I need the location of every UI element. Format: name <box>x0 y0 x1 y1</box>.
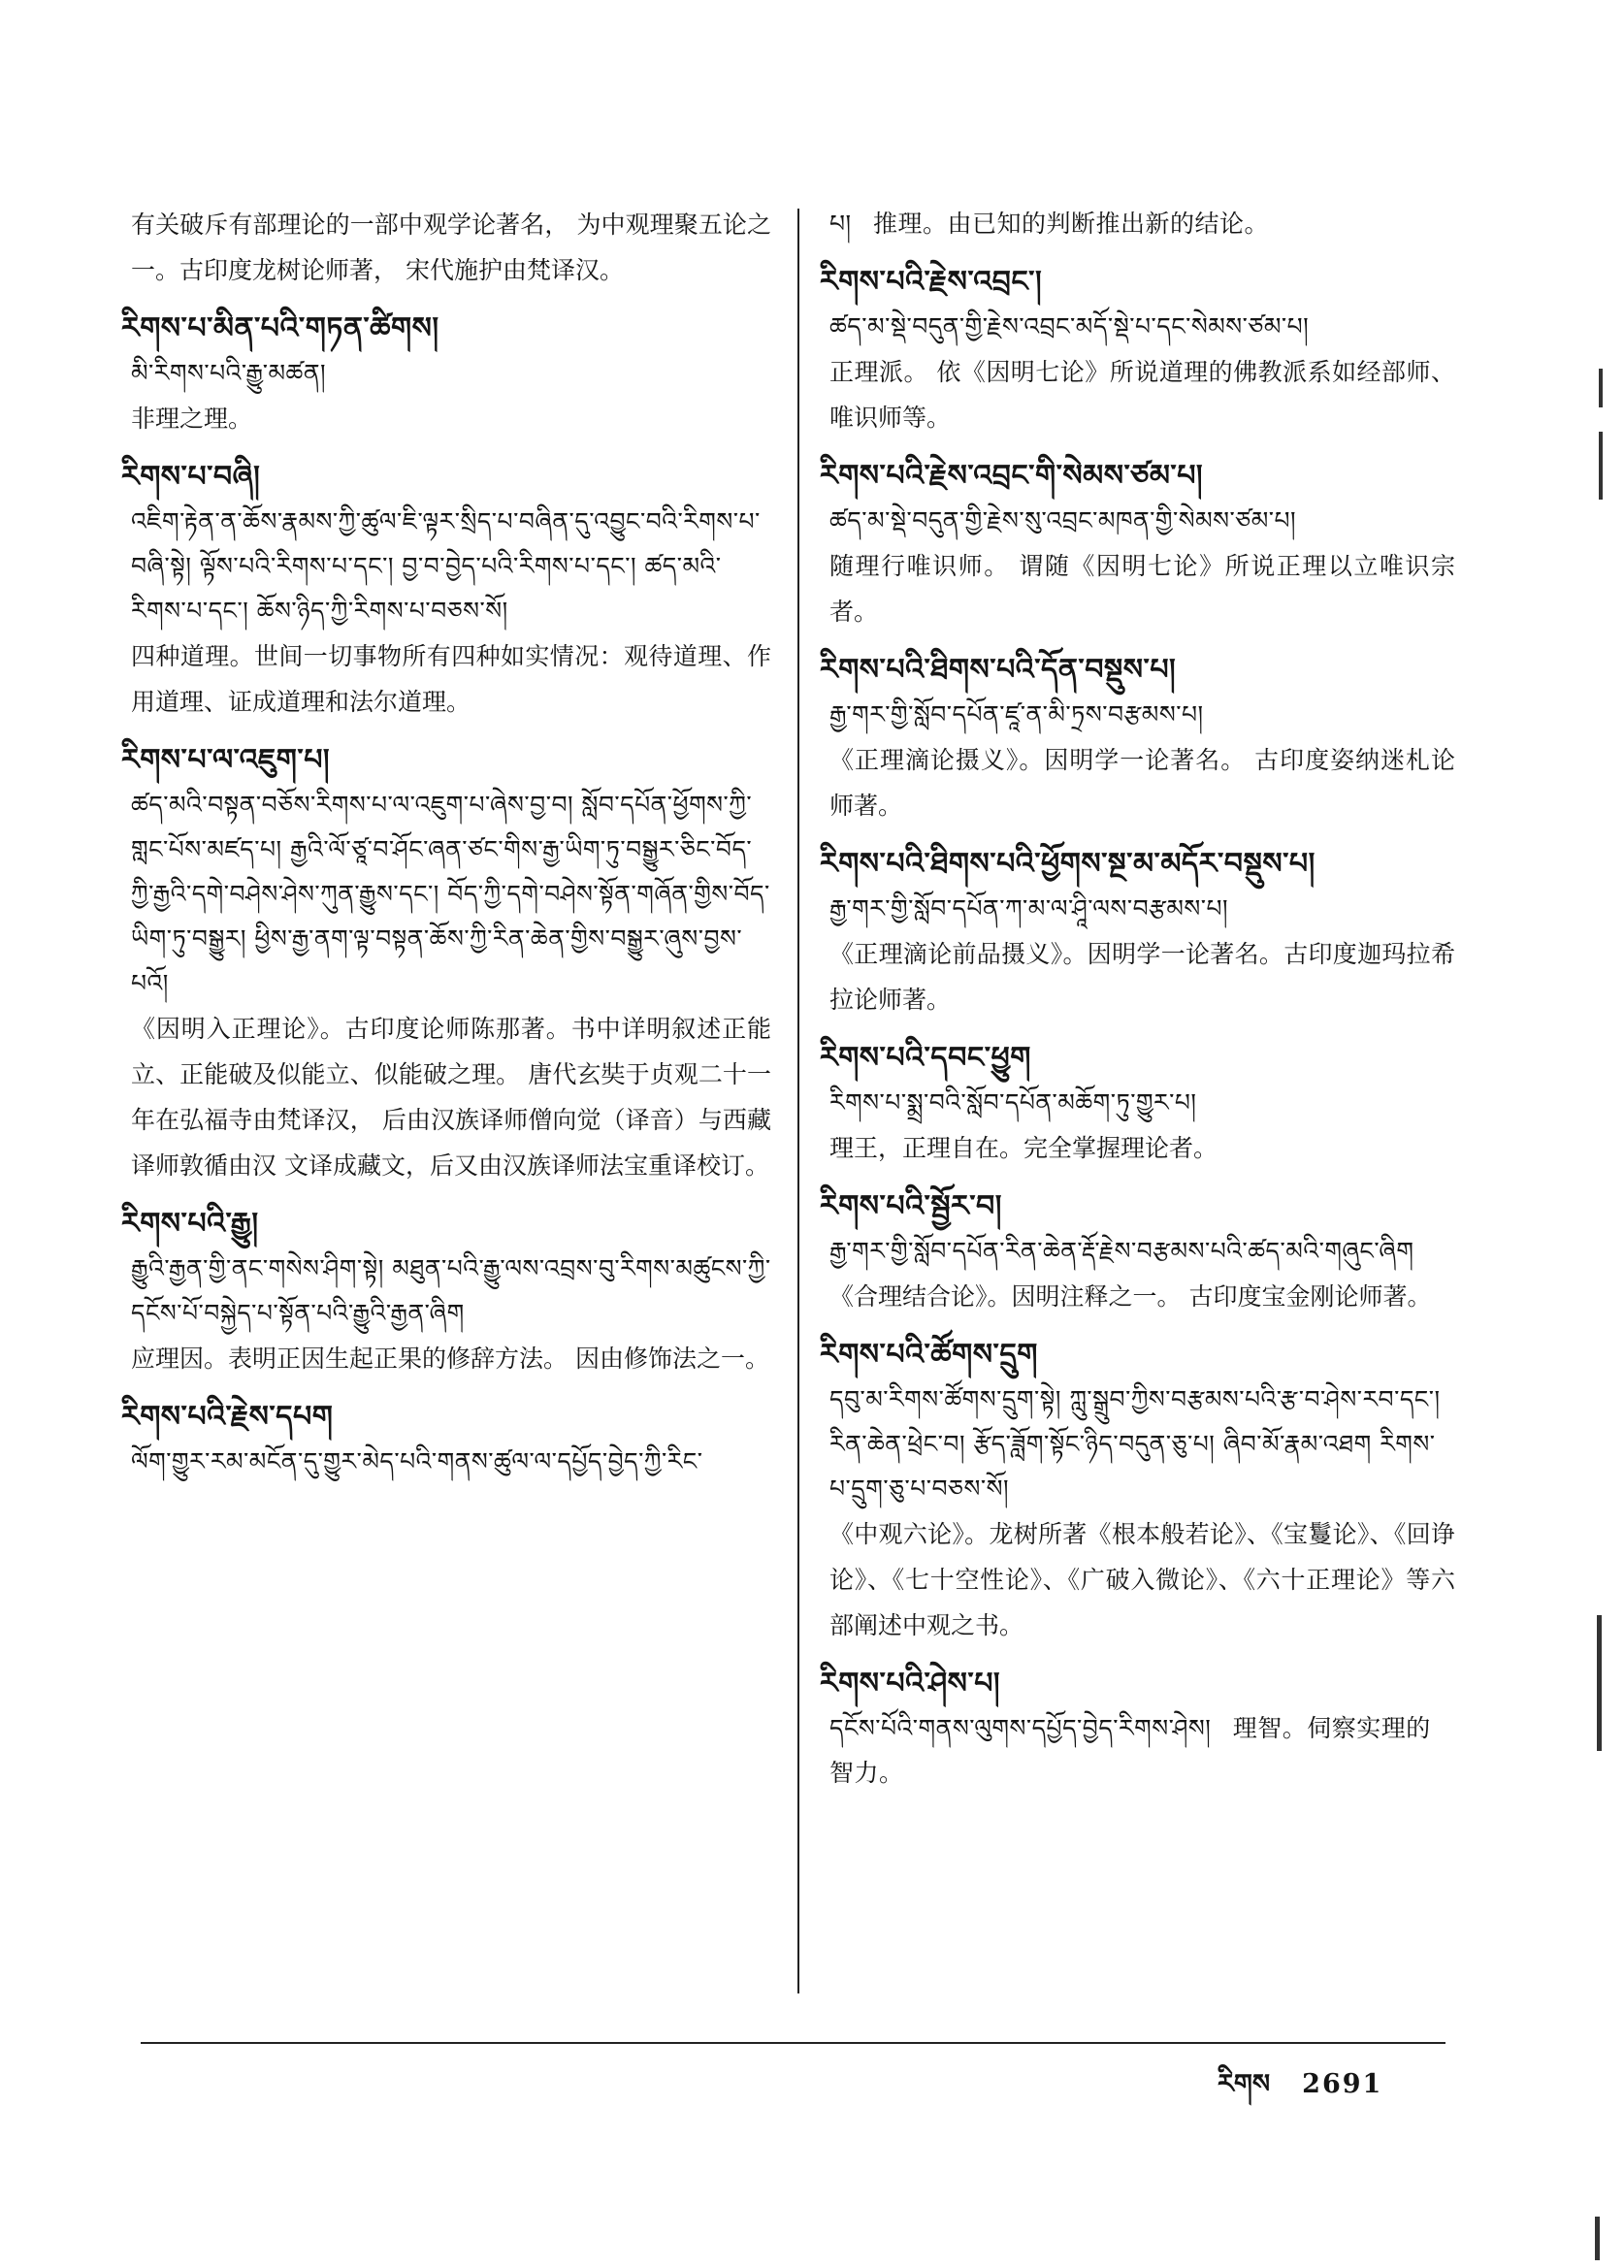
entry-definition-chinese: 推理。由已知的判断推出新的结论。 <box>873 210 1270 238</box>
entry-headword: རིགས་པ་ལ་འཇུག་པ། <box>121 743 331 777</box>
entry-definition-tibetan <box>829 202 1455 246</box>
entry-headword: རིགས་པ་མིན་པའི་གཏན་ཚིགས། <box>121 311 439 345</box>
entry-definition-chinese: 四种道理。世间一切事物所有四种如实情况：观待道理、作用道理、证成道理和法尔道理。 <box>131 642 771 716</box>
entry-headword: རིགས་པའི་རྒྱུ། <box>121 1207 259 1241</box>
entry-headword: རིགས་པའི་ཐིགས་པའི་དོན་བསྡུས་པ། <box>820 653 1177 687</box>
column-divider <box>797 209 799 1993</box>
dictionary-entry <box>820 842 1455 1022</box>
scan-edge-mark <box>1597 1615 1602 1751</box>
entry-definition-tibetan: རྒྱ་གར་གྱི་སློབ་དཔོན་ཀ་མ་ལ་ཤཱི་ལས་བརྩམས་པ། <box>829 894 1229 923</box>
entry-definition-chinese: 理智。伺察实理的智力。 <box>829 1714 1431 1787</box>
dictionary-entry <box>121 1395 771 1484</box>
entry-definition-chinese: 《正理滴论前品摄义》。因明学一论著名。古印度迦玛拉希拉论师著。 <box>829 940 1455 1014</box>
entry-definition-tibetan-text: དངོས་པོའི་གནས་ལུགས་དཔྱོད་བྱེད་རིགས་ཤེས། <box>829 1714 1212 1742</box>
entry-headword: རིགས་པ་བཞི། <box>121 460 261 494</box>
entry-definition-tibetan: ཚད་མ་སྡེ་བདུན་གྱི་རྗེས་འབྲང་མདོ་སྡེ་པ་དང་སེམས་ཙམ་པ། <box>829 312 1310 340</box>
continued-entry <box>829 202 1455 246</box>
left-column <box>121 202 771 1498</box>
entry-definition-tibetan: རྒྱ་གར་གྱི་སློབ་དཔོན་ཛཱ་ན་མི་ཏྲས་བརྩམས་པ། <box>829 700 1204 729</box>
dictionary-entry <box>820 1184 1455 1319</box>
dictionary-entry <box>820 1036 1455 1171</box>
entry-headword: རིགས་པའི་རྗེས་འབྲང་། <box>820 265 1043 299</box>
continued-tibetan: པ། <box>829 210 852 238</box>
entry-definition-chinese: 《中观六论》。龙树所著《根本般若论》、《宝鬘论》、《回诤论》、《七十空性论》、《广破入微论》、《六十正理论》等六部阐述中观之书。 <box>829 1520 1455 1639</box>
entry-definition-chinese: 《因明入正理论》。古印度论师陈那著。书中详明叙述正能立、正能破及似能立、似能破之理。 唐代玄奘于贞观二十一年在弘福寺由梵译汉， 后由汉族译师僧向觉（译音）与西藏译师敦循由汉 文译成藏文，后又由汉族译师法宝重译校订。 <box>131 1015 771 1180</box>
entry-definition-tibetan: དབུ་མ་རིགས་ཚོགས་དྲུག་སྟེ། ཀླུ་སྒྲུབ་ཀྱིས་བརྩམས་པའི་རྩ་བ་ཤེས་རབ་དང་། རིན་ཆེན་ཕྲེང་བ། རྩོད་ཟློག་སྟོང་ཉིད་བདུན་ཅུ་པ། ཞིབ་མོ་རྣམ་འཐག རིགས་པ་དྲུག་ཅུ་པ་བཅས་སོ། <box>829 1385 1441 1503</box>
dictionary-entry <box>820 648 1455 828</box>
entry-headword: རིགས་པའི་རྗེས་འབྲང་གི་སེམས་ཙམ་པ། <box>820 459 1204 493</box>
scan-edge-mark <box>1595 2217 1600 2260</box>
entry-headword: རིགས་པའི་དབང་ཕྱུག <box>820 1041 1031 1075</box>
entry-headword: རིགས་པའི་ཤེས་པ། <box>820 1667 1001 1701</box>
dictionary-entry <box>820 1333 1455 1648</box>
dictionary-entry <box>121 455 771 725</box>
page-number: 2691 <box>1302 2069 1383 2099</box>
entry-headword: རིགས་པའི་སྦྱོར་བ། <box>820 1189 1002 1223</box>
running-head-word: རིགས <box>1218 2069 1271 2099</box>
dictionary-entry <box>121 307 771 441</box>
entry-definition-chinese: 随理行唯识师。 谓随《因明七论》所说正理以立唯识宗者。 <box>829 552 1455 626</box>
entry-definition-tibetan: རྒྱུའི་རྒྱན་གྱི་ནང་གསེས་ཤིག་སྟེ། མཐུན་པའི་རྒྱུ་ལས་འབྲས་བུ་རིགས་མཚུངས་ཀྱི་དངོས་པོ་བསྐྱེད་པ་སྟོན་པའི་རྒྱུའི་རྒྱན་ཞིག <box>131 1254 771 1327</box>
dictionary-entry <box>121 738 771 1188</box>
dictionary-entry <box>820 1662 1455 1796</box>
entry-definition-chinese: 非理之理。 <box>131 405 253 433</box>
entry-definition-tibetan: རྒྱ་གར་གྱི་སློབ་དཔོན་རིན་ཆེན་རྡོ་རྗེས་བརྩམས་པའི་ཚད་མའི་གཞུང་ཞིག <box>829 1237 1414 1265</box>
dictionary-entry <box>820 260 1455 440</box>
continued-entry <box>131 202 771 293</box>
entry-definition-chinese: 理王，正理自在。完全掌握理论者。 <box>829 1134 1218 1162</box>
entry-headword: རིགས་པའི་རྗེས་དཔག <box>121 1400 334 1434</box>
entry-headword: རིགས་པའི་ཚོགས་དྲུག <box>820 1338 1038 1372</box>
entry-definition-tibetan: ཚད་མའི་བསྟན་བཅོས་རིགས་པ་ལ་འཇུག་པ་ཞེས་བྱ་བ། སློབ་དཔོན་ཕྱོགས་ཀྱི་གླང་པོས་མཛད་པ། རྒྱའི་ལོ་ཙཱ་བ་ཤོང་ཞན་ཙང་གིས་རྒྱ་ཡིག་ཏུ་བསྒྱུར་ཅིང་བོད་ཀྱི་རྒྱའི་དགེ་བཤེས་ཤེས་ཀུན་རྒྱུས་དང་། བོད་ཀྱི་དགེ་བཤེས་སྟོན་གཞོན་གྱིས་བོད་ཡིག་ཏུ་བསྒྱུར། ཕྱིས་རྒྱ་ནག་ལྟ་བསྟན་ཆོས་ཀྱི་རིན་ཆེན་གྱིས་བསྒྱུར་ཞུས་བྱས་པའོ། <box>131 791 770 997</box>
right-column <box>820 202 1455 1809</box>
entry-definition-tibetan: འཇིག་རྟེན་ན་ཆོས་རྣམས་ཀྱི་ཚུལ་ཇི་ལྟར་སྲིད་པ་བཞིན་དུ་འབྱུང་བའི་རིགས་པ་བཞི་སྟེ། ལྟོས་པའི་རིགས་པ་དང་། བྱ་བ་བྱེད་པའི་རིགས་པ་དང་། ཚད་མའི་རིགས་པ་དང་། ཆོས་ཉིད་ཀྱི་རིགས་པ་བཅས་སོ། <box>131 507 761 625</box>
entry-definition-chinese: 《合理结合论》。因明注释之一。 古印度宝金刚论师著。 <box>829 1282 1432 1311</box>
scan-edge-mark <box>1599 432 1603 500</box>
entry-definition-chinese: 正理派。 依《因明七论》所说道理的佛教派系如经部师、唯识师等。 <box>829 358 1455 432</box>
entry-definition-chinese: 《正理滴论摄义》。因明学一论著名。 古印度姿纳迷札论师著。 <box>829 746 1455 820</box>
scan-edge-mark <box>1599 369 1603 407</box>
entry-definition-chinese: 有关破斥有部理论的一部中观学论著名， 为中观理聚五论之一。古印度龙树论师著， 宋代施护由梵译汉。 <box>131 211 771 284</box>
entry-definition-tibetan: ཚད་མ་སྡེ་བདུན་གྱི་རྗེས་སུ་འབྲང་མཁན་གྱི་སེམས་ཙམ་པ། <box>829 506 1297 535</box>
entry-definition-chinese: 应理因。表明正因生起正果的修辞方法。 因由修饰法之一。 <box>131 1345 769 1373</box>
dictionary-entry <box>121 1202 771 1381</box>
entry-definition-tibetan: མི་རིགས་པའི་རྒྱུ་མཚན། <box>131 359 327 387</box>
entry-definition-tibetan <box>829 1706 1455 1796</box>
footer-rule <box>141 2042 1445 2044</box>
entry-headword: རིགས་པའི་ཐིགས་པའི་ཕྱོགས་སྔ་མ་མདོར་བསྡུས་པ། <box>820 847 1315 881</box>
dictionary-entry <box>820 454 1455 634</box>
entry-definition-tibetan: རིགས་པ་སྨྲ་བའི་སློབ་དཔོན་མཆོག་ཏུ་གྱུར་པ། <box>829 1088 1197 1117</box>
entry-definition-tibetan: ལོག་གྱུར་རམ་མངོན་དུ་གྱུར་མེད་པའི་གནས་ཚུལ་ལ་དཔྱོད་བྱེད་ཀྱི་རིང་ <box>131 1447 703 1475</box>
page-footer <box>1218 2055 1382 2128</box>
